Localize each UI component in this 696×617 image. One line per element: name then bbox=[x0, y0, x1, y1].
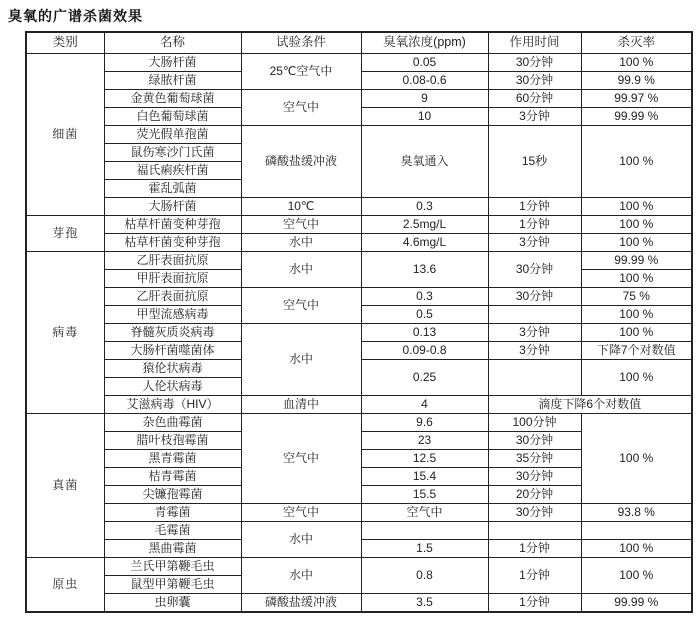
table-cell bbox=[488, 360, 581, 396]
table-cell: 水中 bbox=[241, 252, 361, 288]
table-cell: 3分钟 bbox=[488, 342, 581, 360]
table-cell: 75 % bbox=[581, 288, 692, 306]
table-cell: 1分钟 bbox=[488, 540, 581, 558]
table-row bbox=[26, 396, 692, 414]
table-cell: 大肠杆菌 bbox=[104, 54, 241, 72]
table-cell: 虫卵囊 bbox=[104, 594, 241, 613]
table-cell: 0.8 bbox=[361, 558, 488, 594]
table-cell: 35分钟 bbox=[488, 450, 581, 468]
table-cell: 霍乱弧菌 bbox=[104, 180, 241, 198]
table-cell: 10℃ bbox=[241, 198, 361, 216]
table-cell: 100 % bbox=[581, 306, 692, 324]
table-row bbox=[26, 54, 692, 72]
table-cell: 毛霉菌 bbox=[104, 522, 241, 540]
table-cell: 3分钟 bbox=[488, 234, 581, 252]
category-cell: 细菌 bbox=[26, 54, 104, 216]
table-cell: 30分钟 bbox=[488, 72, 581, 90]
table-cell: 0.5 bbox=[361, 306, 488, 324]
column-header: 臭氧浓度(ppm) bbox=[361, 32, 488, 54]
table-cell: 100 % bbox=[581, 54, 692, 72]
table-cell: 水中 bbox=[241, 522, 361, 558]
table-row bbox=[26, 558, 692, 576]
table-cell: 100 % bbox=[581, 216, 692, 234]
table-cell: 99.99 % bbox=[581, 252, 692, 270]
table-cell: 脊髓灰质炎病毒 bbox=[104, 324, 241, 342]
table-cell: 空气中 bbox=[241, 288, 361, 324]
table-cell: 水中 bbox=[241, 234, 361, 252]
table-cell: 99.99 % bbox=[581, 594, 692, 613]
table-row bbox=[26, 234, 692, 252]
table-cell: 艾滋病毒（HIV） bbox=[104, 396, 241, 414]
table-cell: 9 bbox=[361, 90, 488, 108]
table-cell: 99.9 % bbox=[581, 72, 692, 90]
table-head-row bbox=[26, 32, 692, 54]
table-cell: 30分钟 bbox=[488, 504, 581, 522]
table-cell: 9.6 bbox=[361, 414, 488, 432]
table-cell: 甲肝表面抗原 bbox=[104, 270, 241, 288]
table-cell: 30分钟 bbox=[488, 468, 581, 486]
table-row bbox=[26, 504, 692, 522]
table-cell: 0.09-0.8 bbox=[361, 342, 488, 360]
table-cell: 1.5 bbox=[361, 540, 488, 558]
table-cell: 100 % bbox=[581, 360, 692, 396]
table-cell: 100 % bbox=[581, 540, 692, 558]
table-cell: 空气中 bbox=[241, 504, 361, 522]
table-cell: 兰氏甲第鞭毛虫 bbox=[104, 558, 241, 576]
category-cell: 真菌 bbox=[26, 414, 104, 558]
table-cell: 93.8 % bbox=[581, 504, 692, 522]
table-cell: 2.5mg/L bbox=[361, 216, 488, 234]
table-row bbox=[26, 126, 692, 144]
table-cell: 15.5 bbox=[361, 486, 488, 504]
table-cell: 30分钟 bbox=[488, 252, 581, 288]
table-cell: 30分钟 bbox=[488, 432, 581, 450]
table-cell: 白色葡萄球菌 bbox=[104, 108, 241, 126]
table-cell: 滴度下降6个对数值 bbox=[488, 396, 692, 414]
table-cell: 23 bbox=[361, 432, 488, 450]
table-cell: 空气中 bbox=[241, 216, 361, 234]
table-row bbox=[26, 288, 692, 306]
table-cell: 乙肝表面抗原 bbox=[104, 288, 241, 306]
table-cell: 荧光假单孢菌 bbox=[104, 126, 241, 144]
table-cell: 尖镰孢霉菌 bbox=[104, 486, 241, 504]
table-cell: 血清中 bbox=[241, 396, 361, 414]
table-cell: 99.99 % bbox=[581, 108, 692, 126]
table-cell: 10 bbox=[361, 108, 488, 126]
table-cell: 15秒 bbox=[488, 126, 581, 198]
table-cell: 1分钟 bbox=[488, 198, 581, 216]
table-cell: 人伦状病毒 bbox=[104, 378, 241, 396]
table-cell: 金黄色葡萄球菌 bbox=[104, 90, 241, 108]
table-cell: 大肠杆菌噬菌体 bbox=[104, 342, 241, 360]
table-cell: 腊叶枝孢霉菌 bbox=[104, 432, 241, 450]
table-cell: 福氏痢疾杆菌 bbox=[104, 162, 241, 180]
table-cell: 13.6 bbox=[361, 252, 488, 288]
table-row bbox=[26, 324, 692, 342]
table-cell: 0.25 bbox=[361, 360, 488, 396]
column-header: 类别 bbox=[26, 32, 104, 54]
table-cell: 鼠型甲第鞭毛虫 bbox=[104, 576, 241, 594]
table-cell: 枯草杆菌变种芽孢 bbox=[104, 234, 241, 252]
table-cell: 100分钟 bbox=[488, 414, 581, 432]
table-cell: 0.05 bbox=[361, 54, 488, 72]
table-head bbox=[26, 32, 692, 54]
table-cell: 桔青霉菌 bbox=[104, 468, 241, 486]
table-cell: 100 % bbox=[581, 558, 692, 594]
table-cell: 0.08-0.6 bbox=[361, 72, 488, 90]
table-cell: 大肠杆菌 bbox=[104, 198, 241, 216]
table-row bbox=[26, 216, 692, 234]
column-header: 试验条件 bbox=[241, 32, 361, 54]
table-cell bbox=[488, 306, 581, 324]
table-cell: 甲型流感病毒 bbox=[104, 306, 241, 324]
table-cell: 4 bbox=[361, 396, 488, 414]
ozone-sterilization-table bbox=[25, 31, 693, 613]
table-cell bbox=[361, 522, 488, 540]
table-cell: 杂色曲霉菌 bbox=[104, 414, 241, 432]
table-cell: 100 % bbox=[581, 198, 692, 216]
table-cell: 12.5 bbox=[361, 450, 488, 468]
column-header: 名称 bbox=[104, 32, 241, 54]
table-cell: 鼠伤寒沙门氏菌 bbox=[104, 144, 241, 162]
table-cell: 15.4 bbox=[361, 468, 488, 486]
table-cell: 100 % bbox=[581, 324, 692, 342]
table-row bbox=[26, 594, 692, 613]
table-cell: 猿伦状病毒 bbox=[104, 360, 241, 378]
table-cell: 3分钟 bbox=[488, 324, 581, 342]
table-cell: 绿脓杆菌 bbox=[104, 72, 241, 90]
table-cell: 磷酸盐缓冲液 bbox=[241, 594, 361, 613]
table-body bbox=[26, 54, 692, 613]
table-cell: 1分钟 bbox=[488, 558, 581, 594]
table-cell: 99.97 % bbox=[581, 90, 692, 108]
table-cell: 下降7个对数值 bbox=[581, 342, 692, 360]
table-cell: 4.6mg/L bbox=[361, 234, 488, 252]
table-row bbox=[26, 414, 692, 432]
table-cell: 磷酸盐缓冲液 bbox=[241, 126, 361, 198]
table-cell: 25℃空气中 bbox=[241, 54, 361, 90]
table-cell bbox=[488, 522, 581, 540]
category-cell: 病毒 bbox=[26, 252, 104, 414]
table-cell: 青霉菌 bbox=[104, 504, 241, 522]
table-cell: 1分钟 bbox=[488, 216, 581, 234]
table-cell: 100 % bbox=[581, 126, 692, 198]
category-cell: 原虫 bbox=[26, 558, 104, 613]
table-cell: 0.3 bbox=[361, 288, 488, 306]
table-row bbox=[26, 252, 692, 270]
table-cell bbox=[581, 522, 692, 540]
table-cell: 30分钟 bbox=[488, 288, 581, 306]
table-cell: 黑曲霉菌 bbox=[104, 540, 241, 558]
page-title: 臭氧的广谱杀菌效果 bbox=[8, 8, 143, 24]
table-row bbox=[26, 522, 692, 540]
table-cell: 3分钟 bbox=[488, 108, 581, 126]
table-cell: 黑青霉菌 bbox=[104, 450, 241, 468]
table-cell: 1分钟 bbox=[488, 594, 581, 613]
table-cell: 空气中 bbox=[241, 414, 361, 504]
table-cell: 20分钟 bbox=[488, 486, 581, 504]
table-cell: 0.13 bbox=[361, 324, 488, 342]
table-cell: 100 % bbox=[581, 270, 692, 288]
table-row bbox=[26, 90, 692, 108]
column-header: 杀灭率 bbox=[581, 32, 692, 54]
table-cell: 100 % bbox=[581, 234, 692, 252]
table-cell: 100 % bbox=[581, 414, 692, 504]
table-cell: 30分钟 bbox=[488, 54, 581, 72]
table-cell: 空气中 bbox=[241, 90, 361, 126]
table-cell: 0.3 bbox=[361, 198, 488, 216]
table-cell: 乙肝表面抗原 bbox=[104, 252, 241, 270]
table-cell: 3.5 bbox=[361, 594, 488, 613]
table-row bbox=[26, 198, 692, 216]
table-cell: 枯草杆菌变种芽孢 bbox=[104, 216, 241, 234]
column-header: 作用时间 bbox=[488, 32, 581, 54]
table-cell: 60分钟 bbox=[488, 90, 581, 108]
table-cell: 水中 bbox=[241, 324, 361, 396]
table-cell: 水中 bbox=[241, 558, 361, 594]
category-cell: 芽孢 bbox=[26, 216, 104, 252]
table-cell: 空气中 bbox=[361, 504, 488, 522]
table-cell: 臭氧通入 bbox=[361, 126, 488, 198]
